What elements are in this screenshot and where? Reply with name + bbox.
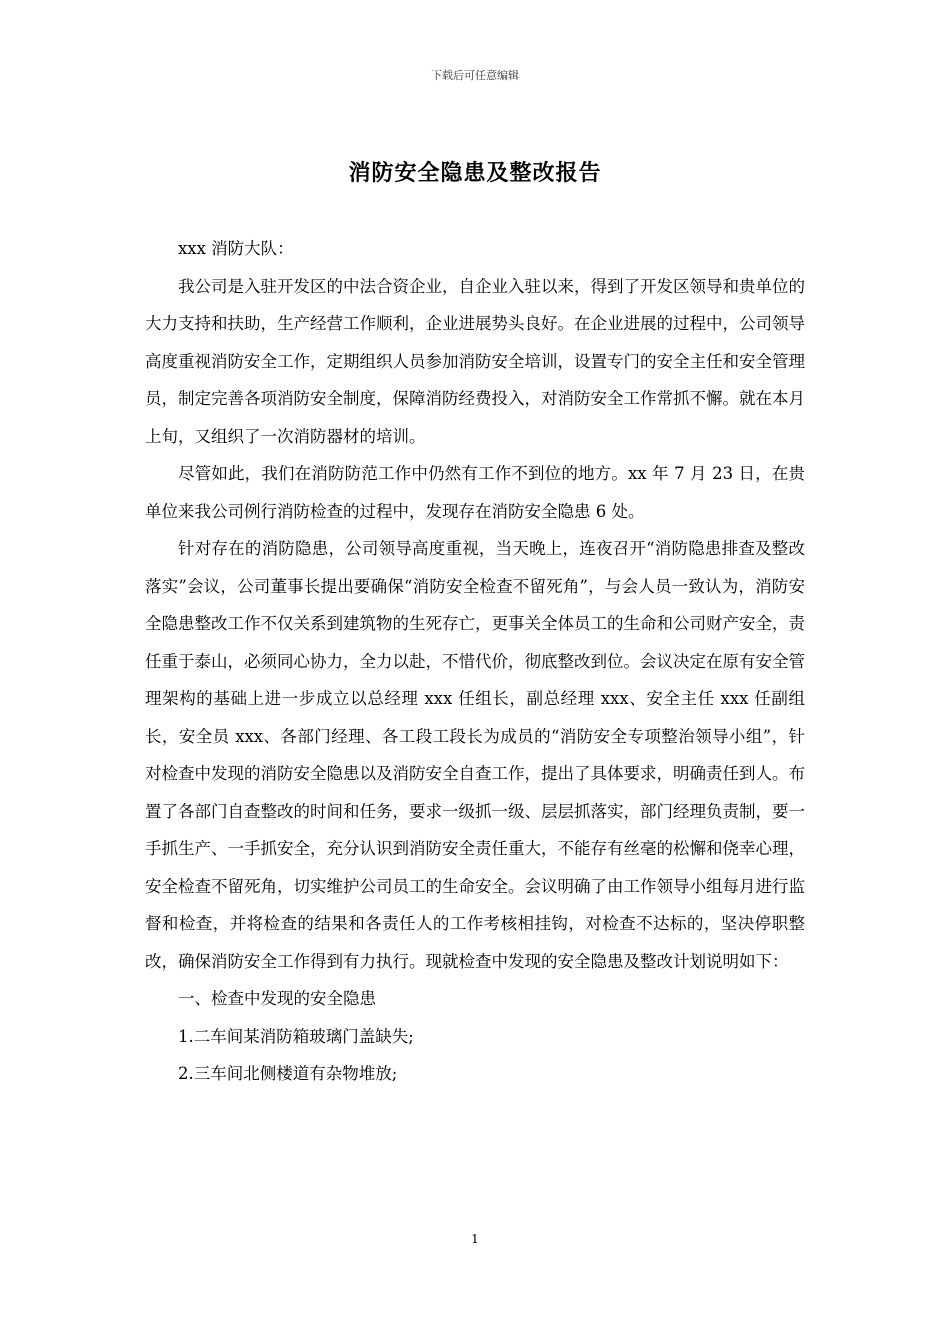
list-item-hazard-2: 2.三车间北侧楼道有杂物堆放; bbox=[178, 1064, 398, 1083]
paragraph-intro: 我公司是入驻开发区的中法合资企业，自企业入驻以来，得到了开发区领导和贵单位的大力支持和扶助，生产经营工作顺利，企业进展势头良好。在企业进展的过程中，公司领导高度重视消防安全工作，定期组织人员参加消防安全培训，设置专门的安全主任和安全管理员，制定完善各项消防安全制度，保障消防经费投入，对消防安全工作常抓不懈。就在本月上旬，又组织了一次消防器材的培训。 bbox=[145, 276, 805, 446]
list-item-hazard-1: 1.二车间某消防箱玻璃门盖缺失; bbox=[178, 1026, 414, 1046]
document-title: 消防安全隐患及整改报告 bbox=[348, 161, 602, 186]
paragraph-inspection: 尽管如此，我们在消防防范工作中仍然有工作不到位的地方。xx 年 7 月 23 日，在贵单位来我公司例行消防检查的过程中，发现存在消防安全隐患 6 处。 bbox=[145, 464, 805, 521]
salutation: xxx 消防大队： bbox=[178, 239, 294, 258]
document-body bbox=[145, 230, 805, 1093]
header-note: 下载后可任意编辑 bbox=[431, 69, 519, 82]
paragraph-meeting: 针对存在的消防隐患，公司领导高度重视，当天晚上，连夜召开“消防隐患排查及整改落实”会议，公司董事长提出要确保“消防安全检查不留死角”，与会人员一致认为，消防安全隐患整改工作不仅关系到建筑物的生死存亡，更事关全体员工的生命和公司财产安全，责任重于泰山，必须同心协力，全力以赴，不惜代价，彻底整改到位。会议决定在原有安全管理架构的基础上进一步成立以总经理 xxx 任组长，副总经理 xxx、安全主任 xxx 任副组长，安全员 xxx、各部门经理、各工段工段长为成员的“消防安全专项整治领导小组”，针对检查中发现的消防安全隐患以及消防安全自查工作，提出了具体要求，明确责任到人。布置了各部门自查整改的时间和任务，要求一级抓一级、层层抓落实，部门经理负责制，要一手抓生产、一手抓安全，充分认识到消防安全责任重大，不能存有丝毫的松懈和侥幸心理，安全检查不留死角，切实维护公司员工的生命安全。会议明确了由工作领导小组每月进行监督和检查，并将检查的结果和各责任人的工作考核相挂钩，对检查不达标的，坚决停职整改，确保消防安全工作得到有力执行。现就检查中发现的安全隐患及整改计划说明如下： bbox=[145, 539, 805, 971]
page-number: 1 bbox=[471, 1232, 479, 1246]
section-heading-hazards: 一、检查中发现的安全隐患 bbox=[178, 989, 376, 1008]
